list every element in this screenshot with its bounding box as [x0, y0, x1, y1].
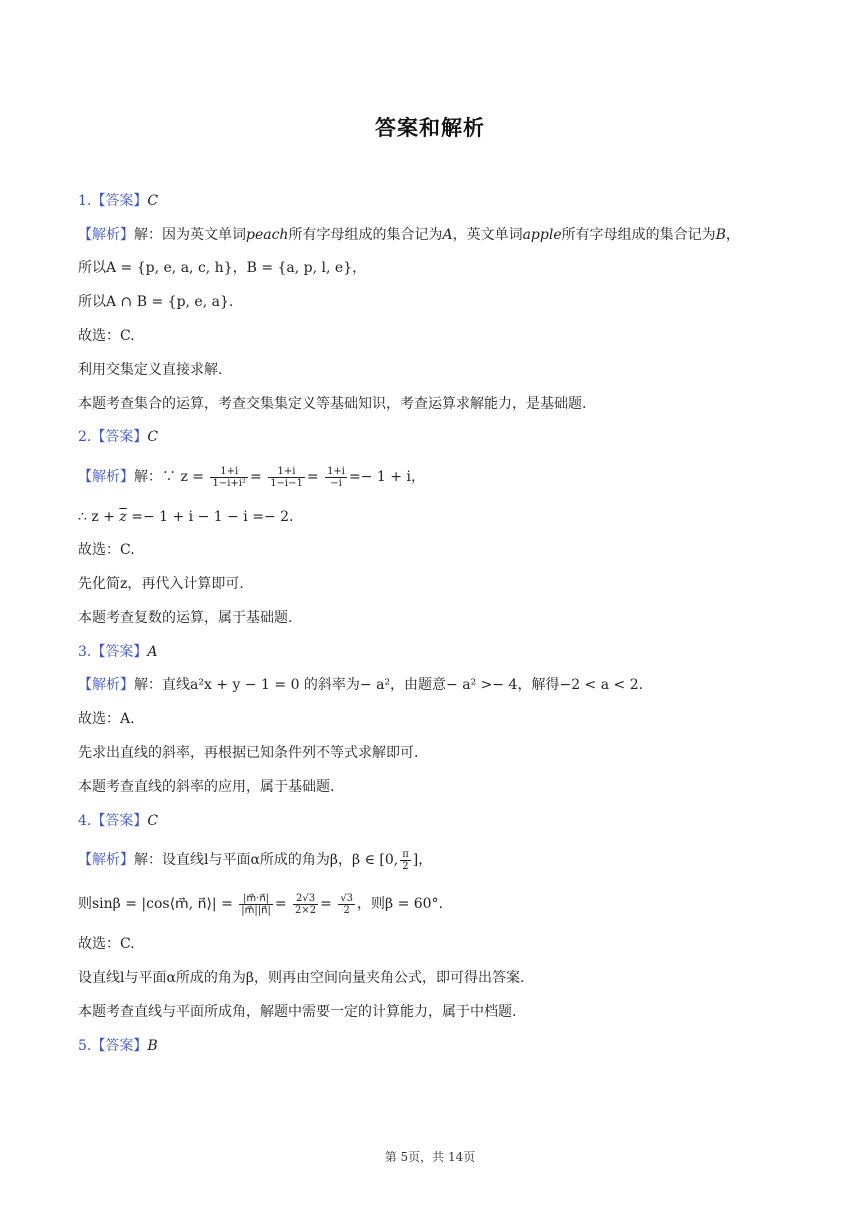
answer-label: 【答案】 — [91, 1038, 148, 1054]
q1-word-apple: apple — [522, 227, 562, 243]
equals-sign: = — [306, 469, 319, 485]
q2-answer: C — [147, 429, 159, 445]
q4-fraction-3 — [338, 893, 355, 916]
fraction-numerator: 1+i — [327, 465, 346, 477]
q2-number: 2. — [78, 429, 92, 445]
q1-analysis-line-1 — [78, 226, 740, 244]
answer-label: 【答案】 — [91, 429, 148, 445]
q4-fraction-1 — [239, 893, 273, 916]
q4-analysis-line-1 — [78, 848, 432, 872]
q2-analysis-line-1 — [78, 465, 425, 489]
q1-text: 所有字母组成的集合记为 — [561, 227, 716, 243]
q2-text: 解：∵ z = — [134, 469, 205, 485]
q3-number: 3. — [78, 644, 92, 660]
answer-label: 【答案】 — [91, 193, 148, 209]
q3-text: 解：直线a²x + y − 1 = 0 的斜率为− a²，由题意− a² >− 4，解得−2 < a < 2. — [134, 677, 644, 693]
q4-answer: C — [147, 813, 159, 829]
q3-answer-line — [78, 643, 157, 661]
q1-set-a: A — [442, 227, 453, 243]
q3-answer: A — [147, 644, 158, 660]
q2-text: ∴ z + — [78, 509, 120, 525]
q3-analysis-line-1 — [78, 676, 643, 694]
fraction-numerator: 1+i — [268, 466, 305, 478]
q1-text: ，英文单词 — [452, 227, 523, 243]
equals-sign: = — [274, 896, 287, 912]
q2-answer-line — [78, 428, 158, 446]
q1-analysis-line-2: 所以A = {p, e, a, c, h}，B = {a, p, l, e}， — [78, 260, 367, 276]
equals-sign: = — [250, 469, 262, 485]
q4-choice-line: 故选：C. — [78, 936, 135, 952]
q1-text: ， — [725, 227, 740, 243]
analysis-label: 【解析】 — [78, 227, 134, 243]
q1-answer-line — [78, 192, 158, 210]
q4-number: 4. — [78, 813, 92, 829]
q1-choice-line: 故选：C. — [78, 328, 135, 344]
q1-text: 解：因为英文单词 — [134, 227, 246, 243]
fraction-numerator: √3 — [340, 892, 354, 904]
fraction-numerator: |m⃗·n⃗| — [239, 893, 273, 905]
q1-number: 1. — [78, 193, 92, 209]
q2-conjugate-z: $\overline{z}$ — [119, 509, 127, 525]
q1-word-peach: peach — [246, 227, 289, 243]
fraction-denominator: −i — [330, 477, 342, 489]
analysis-label: 【解析】 — [78, 852, 134, 868]
q1-set-b: B — [715, 227, 726, 243]
q2-analysis-line-2 — [78, 508, 294, 526]
answer-label: 【答案】 — [91, 813, 148, 829]
fraction-denominator: 2 — [402, 860, 409, 872]
q2-method-line: 先化简z，再代入计算即可. — [78, 576, 244, 592]
q3-method-line: 先求出直线的斜率，再根据已知条件列不等式求解即可. — [78, 745, 419, 761]
q5-answer: B — [147, 1038, 158, 1054]
fraction-denominator: 1−i−1 — [270, 477, 303, 489]
q5-answer-line — [78, 1037, 158, 1055]
q4-text: ]， — [412, 852, 433, 868]
q4-text: 解：设直线l与平面α所成的角为β，β ∈ [0, — [134, 852, 399, 868]
q5-number: 5. — [78, 1038, 92, 1054]
page-title: 答案和解析 — [375, 116, 485, 140]
q4-fraction-pi — [400, 849, 411, 872]
fraction-numerator: 2√3 — [293, 893, 318, 905]
q4-answer-line — [78, 812, 158, 830]
fraction-denominator: 2×2 — [295, 904, 317, 916]
q2-fraction-1 — [210, 466, 248, 489]
analysis-label: 【解析】 — [78, 469, 134, 485]
equals-sign: = — [320, 896, 332, 912]
fraction-numerator: 1+i — [210, 466, 248, 478]
fraction-denominator: 2 — [343, 904, 350, 916]
analysis-label: 【解析】 — [78, 677, 134, 693]
q1-analysis-line-3: 所以A ∩ B = {p, e, a}. — [78, 294, 234, 310]
q2-choice-line: 故选：C. — [78, 542, 135, 558]
q2-fraction-2 — [268, 466, 305, 489]
q4-text: 则sinβ = |cos⟨m⃗, n⃗⟩| = — [78, 896, 233, 912]
q3-choice-line: 故选：A. — [78, 711, 135, 727]
q4-method-line: 设直线l与平面α所成的角为β，则再由空间向量夹角公式，即可得出答案. — [78, 970, 525, 986]
q1-summary-line: 本题考查集合的运算，考查交集集定义等基础知识，考查运算求解能力，是基础题. — [78, 396, 587, 412]
q2-text: =− 1 + i， — [349, 469, 425, 485]
fraction-denominator: 1−i+i² — [212, 477, 246, 489]
q2-summary-line: 本题考查复数的运算，属于基础题. — [78, 610, 293, 626]
q4-text: ，则β = 60°. — [357, 896, 444, 912]
q1-method-line: 利用交集定义直接求解. — [78, 362, 223, 378]
q1-text: 所有字母组成的集合记为 — [288, 227, 443, 243]
page-footer: 第 5页，共 14页 — [384, 1150, 476, 1164]
answer-label: 【答案】 — [91, 644, 148, 660]
q2-fraction-3 — [325, 466, 347, 489]
fraction-denominator: |m⃗||n⃗| — [241, 904, 271, 916]
q1-answer: C — [147, 193, 159, 209]
q3-summary-line: 本题考查直线的斜率的应用，属于基础题. — [78, 779, 335, 795]
q4-fraction-2 — [293, 893, 318, 916]
fraction-numerator: π — [402, 848, 409, 860]
q4-summary-line: 本题考查直线与平面所成角，解题中需要一定的计算能力，属于中档题. — [78, 1004, 517, 1020]
q2-text: =− 1 + i − 1 − i =− 2. — [126, 509, 294, 525]
q4-analysis-line-2 — [78, 892, 443, 916]
